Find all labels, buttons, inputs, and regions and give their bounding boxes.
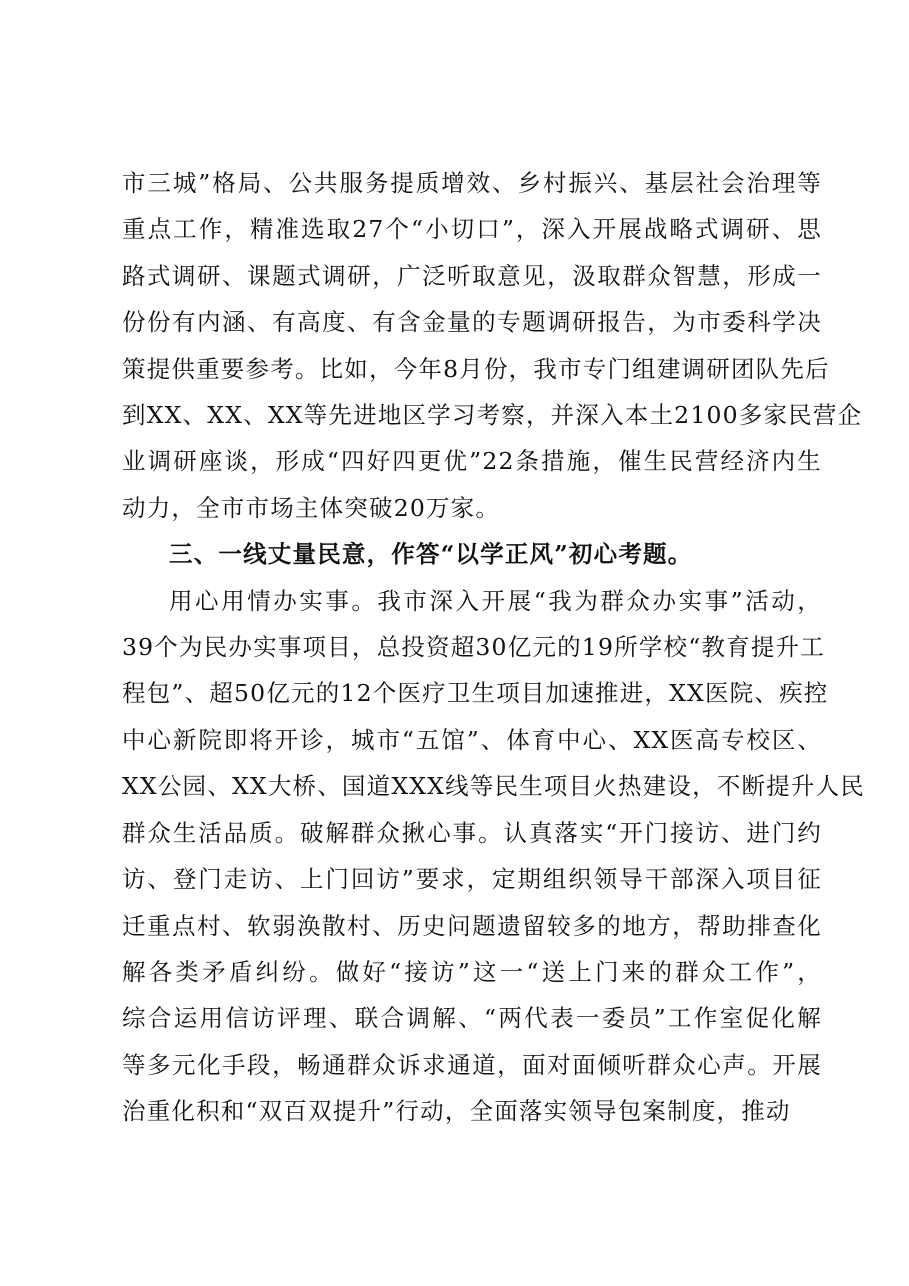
text-line: 策提供重要参考。比如，今年8月份，我市专门组建调研团队先后 xyxy=(122,354,830,383)
text-line: XX公园、XX大桥、国道XXX线等民生项目火热建设，不断提升人民 xyxy=(122,772,866,801)
body-paragraph xyxy=(122,160,863,531)
text-line: 解各类矛盾纠纷。做好“接访”这一“送上门来的群众工作”， xyxy=(122,957,822,986)
text-line: 到XX、XX、XX等先进地区学习考察，并深入本土2100多家民营企 xyxy=(122,401,863,430)
text-line: 用心用情办实事。我市深入开展“我为群众办实事”活动， xyxy=(169,586,822,615)
text-line: 等多元化手段，畅通群众诉求通道，面对面倾听群众心声。开展 xyxy=(122,1050,822,1079)
text-line: 访、登门走访、上门回访”要求，定期组织领导干部深入项目征 xyxy=(122,865,822,894)
section-heading xyxy=(122,531,822,577)
text-line: 群众生活品质。破解群众揪心事。认真落实“开门接访、进门约 xyxy=(122,818,822,847)
text-line: 份份有内涵、有高度、有含金量的专题调研报告，为市委科学决 xyxy=(122,308,822,337)
text-line: 39个为民办实事项目，总投资超30亿元的19所学校“教育提升工 xyxy=(122,633,825,662)
text-line: 程包”、超50亿元的12个医疗卫生项目加速推进，XX医院、疾控 xyxy=(122,679,829,708)
text-line: 中心新院即将开诊，城市“五馆”、体育中心、XX医高专校区、 xyxy=(122,725,822,754)
text-line: 市三城”格局、公共服务提质增效、乡村振兴、基层社会治理等 xyxy=(122,169,822,197)
document-body xyxy=(122,160,866,1135)
text-line: 三、一线丈量民意，作答“以学正风”初心考题。 xyxy=(169,540,693,569)
text-line: 迁重点村、软弱涣散村、历史问题遗留较多的地方，帮助排查化 xyxy=(122,911,822,940)
text-line: 综合运用信访评理、联合调解、“两代表一委员”工作室促化解 xyxy=(122,1004,822,1033)
text-line: 路式调研、课题式调研，广泛听取意见，汲取群众智慧，形成一 xyxy=(122,261,822,290)
text-line: 动力，全市市场主体突破20万家。 xyxy=(122,493,501,522)
text-line: 治重化积和“双百双提升”行动，全面落实领导包案制度，推动 xyxy=(122,1097,791,1126)
body-paragraph xyxy=(122,578,866,1135)
text-line: 业调研座谈，形成“四好四更优”22条措施，催生民营经济内生 xyxy=(122,447,822,476)
text-line: 重点工作，精准选取27个“小切口”，深入开展战略式调研、思 xyxy=(122,215,822,244)
